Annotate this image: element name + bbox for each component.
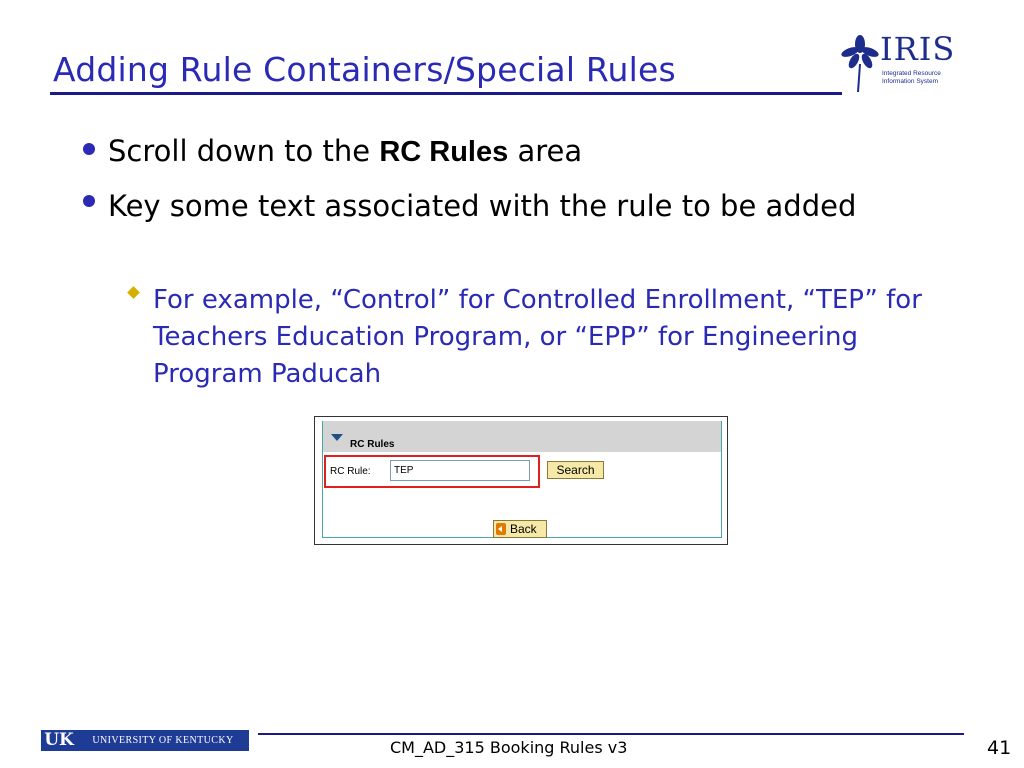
slide-title: Adding Rule Containers/Special Rules [53, 50, 676, 89]
bullet-dot [83, 195, 95, 207]
bullet-dot [83, 143, 95, 155]
uk-name: UNIVERSITY OF KENTUCKY [77, 730, 249, 751]
rc-rules-header[interactable] [323, 421, 721, 452]
page-number: 41 [987, 737, 1012, 759]
title-underline [50, 92, 842, 95]
rc-rules-title: RC Rules [350, 439, 395, 450]
uk-logo [41, 730, 249, 751]
flower-icon [840, 34, 880, 94]
iris-logo-word: IRIS [880, 30, 956, 68]
rc-rule-input[interactable] [390, 460, 530, 481]
iris-logo-subtitle: Integrated Resource Information System [882, 70, 941, 85]
bullet-1-bold: RC Rules [379, 136, 509, 168]
collapse-triangle-icon[interactable] [331, 434, 343, 441]
search-button[interactable]: Search [547, 461, 604, 479]
back-arrow-icon [496, 523, 506, 535]
bullet-1: Scroll down to the RC Rules area [108, 134, 583, 168]
bullet-3: For example, “Control” for Controlled Enrollment, “TEP” for Teachers Education Program, or “EPP” for Engineering Program Paducah [153, 285, 922, 389]
rc-rule-label: RC Rule: [330, 466, 371, 477]
footer-rule [258, 733, 964, 735]
back-button-label: Back [510, 522, 537, 536]
uk-mark: UK [41, 730, 77, 751]
sub-bullet-diamond [127, 286, 140, 299]
bullet-2: Key some text associated with the rule to be added [108, 189, 857, 223]
back-button[interactable] [493, 520, 547, 538]
footer-doc-name: CM_AD_315 Booking Rules v3 [390, 738, 628, 757]
iris-logo [840, 30, 970, 100]
